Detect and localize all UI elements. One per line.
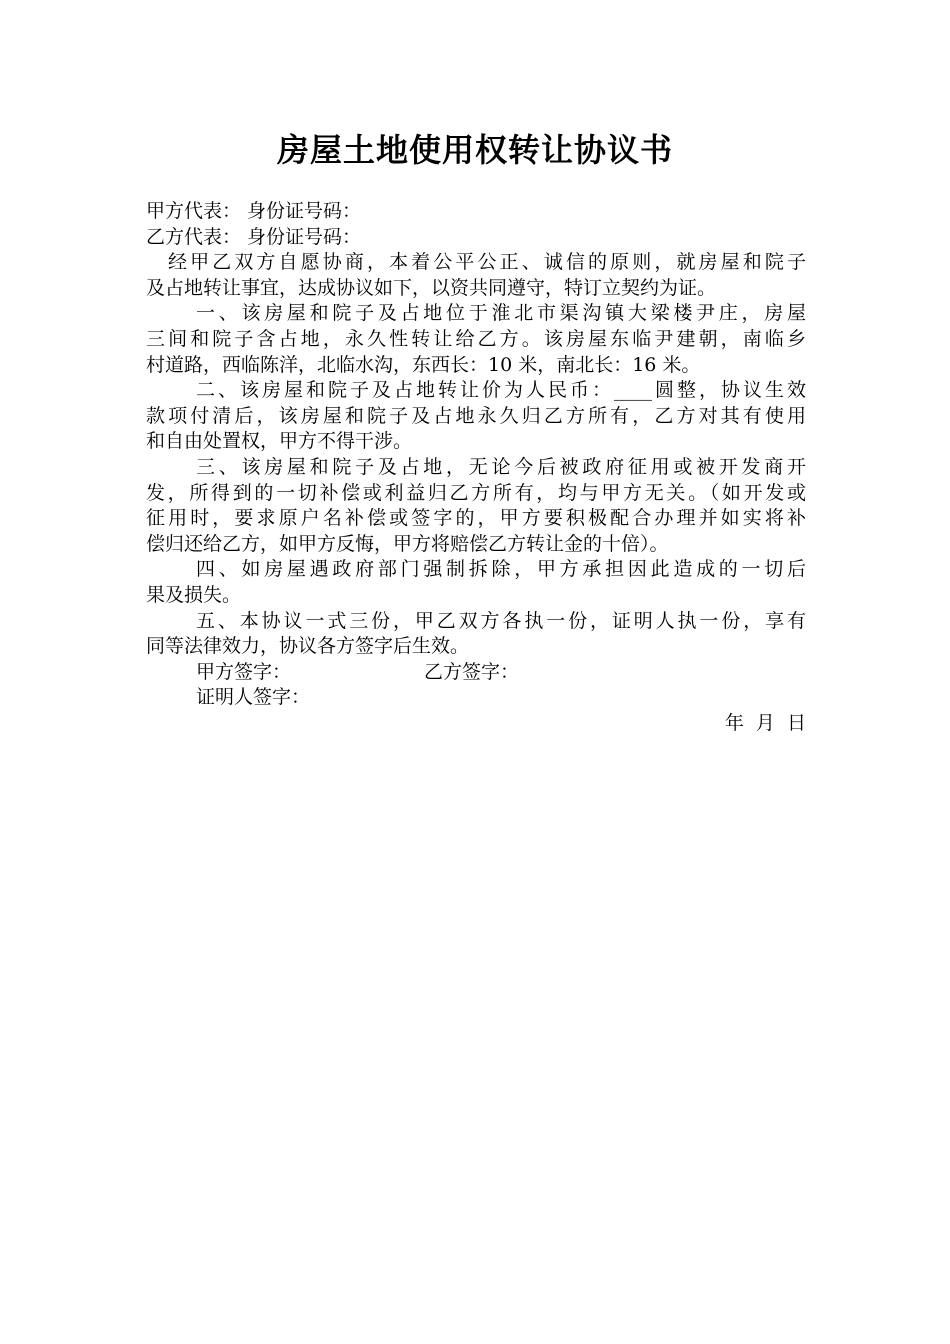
signature-row	[146, 660, 806, 686]
clause-5-line-1: 五、本协议一式三份，甲乙双方各执一份，证明人执一份，享有	[196, 609, 806, 632]
clause-3-line-3: 征用时，要求原户名补偿或签字的，甲方要积极配合办理并如实将补	[146, 507, 806, 530]
agreement-body	[146, 199, 806, 736]
document-title: 房屋土地使用权转让协议书	[276, 131, 673, 169]
clause-1-line-1: 一、该房屋和院子及占地位于淮北市渠沟镇大梁楼尹庄，房屋	[196, 302, 806, 325]
clause-3-line-2: 发，所得到的一切补偿或利益归乙方所有，均与甲方无关。（如开发或	[146, 481, 806, 504]
clause-2-line-1: 二、该房屋和院子及占地转让价为人民币：____圆整，协议生效	[196, 379, 806, 402]
clause-1-line-3: 村道路，西临陈洋，北临水沟，东西长：10 米，南北长：16 米。	[146, 353, 701, 376]
intro-line-1: 经甲乙双方自愿协商，本着公平公正、诚信的原则，就房屋和院子	[168, 251, 806, 274]
witness-signature-label: 证明人签字：	[196, 686, 311, 709]
party-a-signature-label: 甲方签字：	[196, 660, 292, 683]
clause-2-line-3: 和自由处置权，甲方不得干涉。	[146, 430, 413, 453]
intro-line-2: 及占地转让事宜，达成协议如下，以资共同遵守，特订立契约为证。	[146, 276, 717, 299]
clause-3-line-4: 偿归还给乙方，如甲方反悔，甲方将赔偿乙方转让金的十倍）。	[146, 532, 669, 555]
party-b-line: 乙方代表： 身份证号码：	[146, 225, 362, 248]
clause-2-line-2: 款项付清后，该房屋和院子及占地永久归乙方所有，乙方对其有使用	[146, 404, 806, 427]
date-line: 年 月 日	[724, 711, 806, 734]
party-a-line: 甲方代表： 身份证号码：	[146, 200, 362, 222]
clause-5-line-2: 同等法律效力，协议各方签字后生效。	[146, 635, 470, 658]
clause-1-line-2: 三间和院子含占地，永久性转让给乙方。该房屋东临尹建朝，南临乡	[146, 327, 806, 350]
clause-3-line-1: 三、该房屋和院子及占地，无论今后被政府征用或被开发商开	[196, 455, 806, 478]
party-b-signature-label: 乙方签字：	[424, 660, 520, 683]
clause-4-line-1: 四、如房屋遇政府部门强制拆除，甲方承担因此造成的一切后	[196, 558, 806, 581]
clause-4-line-2: 果及损失。	[146, 583, 242, 606]
